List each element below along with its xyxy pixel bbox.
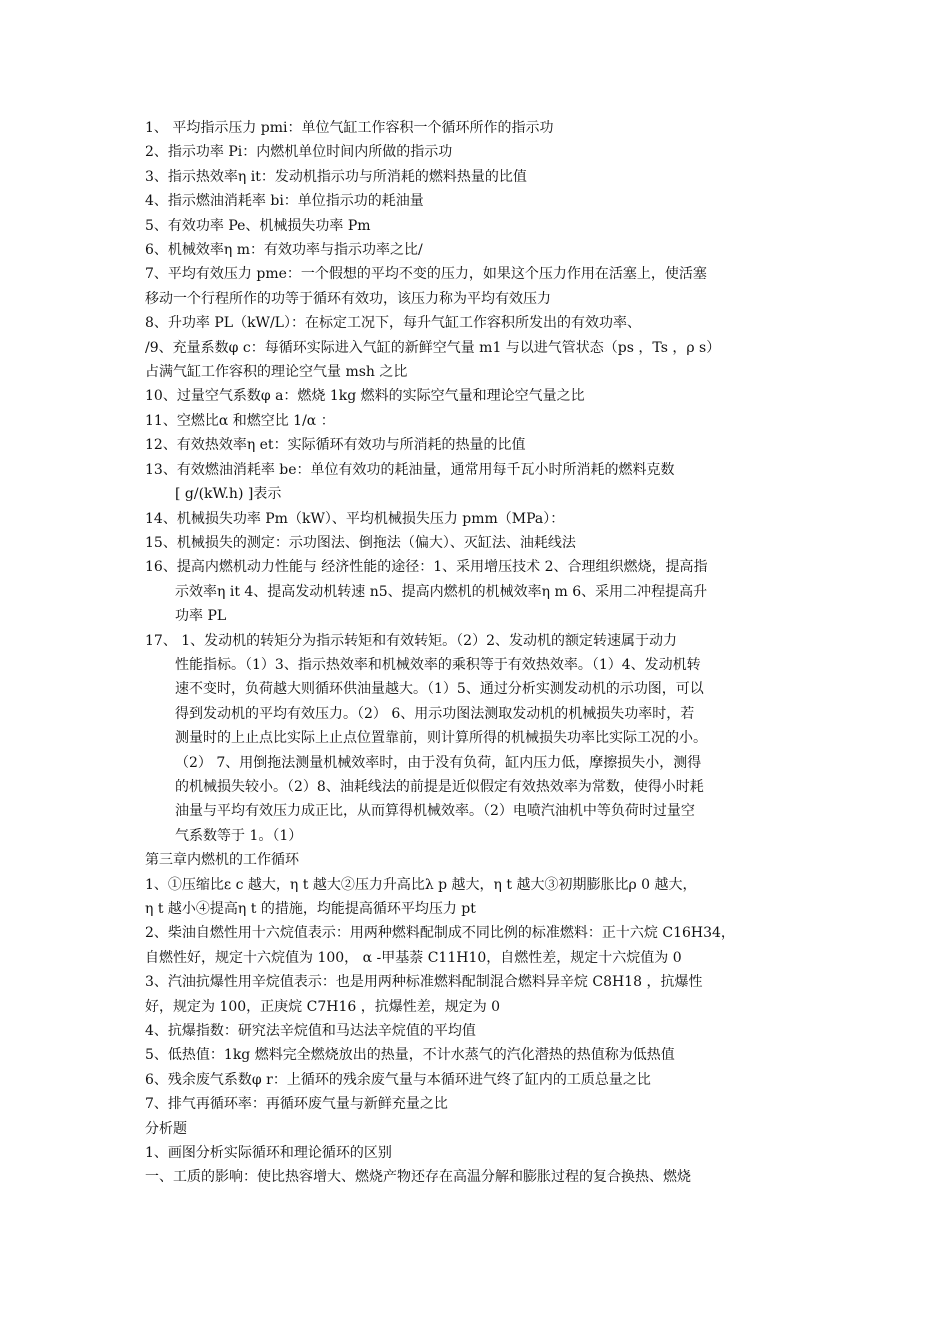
text-line: 自燃性好，规定十六烷值为 100， α -甲基萘 C11H10，自燃性差，规定十六烷值为 0 [145,949,682,966]
text-line: 测量时的上止点比实际上止点位置靠前，则计算所得的机械损失功率比实际工况的小。 [175,730,707,747]
text-line: 7、平均有效压力 pme：一个假想的平均不变的压力，如果这个压力作用在活塞上，使活塞 [145,266,707,283]
text-line: 4、抗爆指数：研究法辛烷值和马达法辛烷值的平均值 [145,1023,476,1040]
text-line: η t 越小④提高η t 的措施，均能提高循环平均压力 pt [145,901,476,917]
text-line: 1、 平均指示压力 pmi：单位气缸工作容积一个循环所作的指示功 [145,120,554,136]
text-line: 6、残余废气系数φ r：上循环的残余废气量与本循环进气终了缸内的工质总量之比 [145,1071,651,1088]
text-line: [ g/(kW.h) ]表示 [175,486,282,503]
text-line: 12、有效热效率η et：实际循环有效功与所消耗的热量的比值 [145,437,526,454]
text-line: （2） 7、用倒拖法测量机械效率时，由于没有负荷，缸内压力低，摩擦损失小，测得 [175,754,702,771]
document-body [145,116,813,1190]
text-line: 的机械损失较小。（2）8、油耗线法的前提是近似假定有效热效率为常数，使得小时耗 [175,778,704,795]
text-line: 气系数等于 1。（1） [175,827,303,844]
text-line: 移动一个行程所作的功等于循环有效功，该压力称为平均有效压力 [145,290,551,307]
text-line: 性能指标。（1）3、指示热效率和机械效率的乘积等于有效热效率。（1）4、发动机转 [175,656,701,673]
text-line: 10、过量空气系数φ a：燃烧 1kg 燃料的实际空气量和理论空气量之比 [145,388,585,405]
text-line: 示效率η it 4、提高发动机转速 n5、提高内燃机的机械效率η m 6、采用二冲程提高升 [175,583,708,600]
section-heading: 分析题 [145,1120,187,1137]
text-line: 油量与平均有效压力成正比，从而算得机械效率。（2）电喷汽油机中等负荷时过量空 [175,803,695,820]
text-line: 得到发动机的平均有效压力。（2） 6、用示功图法测取发动机的机械损失功率时，若 [175,705,695,722]
text-line: 5、有效功率 Pe、机械损失功率 Pm [145,217,371,234]
text-line: 占满气缸工作容积的理论空气量 msh 之比 [145,364,408,381]
text-line: 15、机械损失的测定：示功图法、倒拖法（偏大）、灭缸法、油耗线法 [145,534,576,551]
text-line: 速不变时，负荷越大则循环供油量越大。（1）5、通过分析实测发动机的示功图，可以 [175,681,704,698]
text-line: 8、升功率 PL（kW/L）：在标定工况下，每升气缸工作容积所发出的有效功率、 [145,315,641,332]
text-line: 好，规定为 100，正庚烷 C7H16 ，抗爆性差，规定为 0 [145,998,501,1015]
text-line: 3、汽油抗爆性用辛烷值表示：也是用两种标准燃料配制混合燃料异辛烷 C8H18 ，抗爆性 [145,974,703,991]
text-line: 2、指示功率 Pi：内燃机单位时间内所做的指示功 [145,144,453,161]
text-line: 1、画图分析实际循环和理论循环的区别 [145,1145,392,1162]
text-line: 13、有效燃油消耗率 be：单位有效功的耗油量，通常用每千瓦小时所消耗的燃料克数 [145,461,675,478]
text-line: 17、 1、发动机的转矩分为指示转矩和有效转矩。（2）2、发动机的额定转速属于动力 [145,632,677,649]
text-line: 7、排气再循环率：再循环废气量与新鲜充量之比 [145,1096,448,1113]
text-line: 一、工质的影响：使比热容增大、燃烧产物还存在高温分解和膨胀过程的复合换热、燃烧 [145,1169,691,1186]
text-line: 2、柴油自燃性用十六烷值表示：用两种燃料配制成不同比例的标准燃料：正十六烷 C16H34， [145,925,735,942]
text-line: 11、空燃比α 和燃空比 1/α ： [145,412,335,429]
text-line: 1、①压缩比ε c 越大，η t 越大②压力升高比λ p 越大，η t 越大③初期膨胀比ρ 0 越大， [145,876,697,893]
text-line: 14、机械损失功率 Pm（kW）、平均机械损失压力 pmm（MPa）： [145,510,565,527]
text-line: 4、指示燃油消耗率 bi：单位指示功的耗油量 [145,193,424,210]
section-heading: 第三章内燃机的工作循环 [145,852,299,869]
text-line: 6、机械效率η m：有效功率与指示功率之比/ [145,242,423,259]
text-line: 16、提高内燃机动力性能与 经济性能的途径：1、采用增压技术 2、合理组织燃烧，提高指 [145,559,708,576]
text-line: /9、充量系数φ c：每循环实际进入气缸的新鲜空气量 m1 与以进气管状态（ps ，Ts ，ρ s） [145,339,721,356]
text-line: 5、低热值：1kg 燃料完全燃烧放出的热量，不计水蒸气的汽化潜热的热值称为低热值 [145,1047,675,1064]
text-line: 功率 PL [175,608,227,625]
text-line: 3、指示热效率η it：发动机指示功与所消耗的燃料热量的比值 [145,168,527,185]
